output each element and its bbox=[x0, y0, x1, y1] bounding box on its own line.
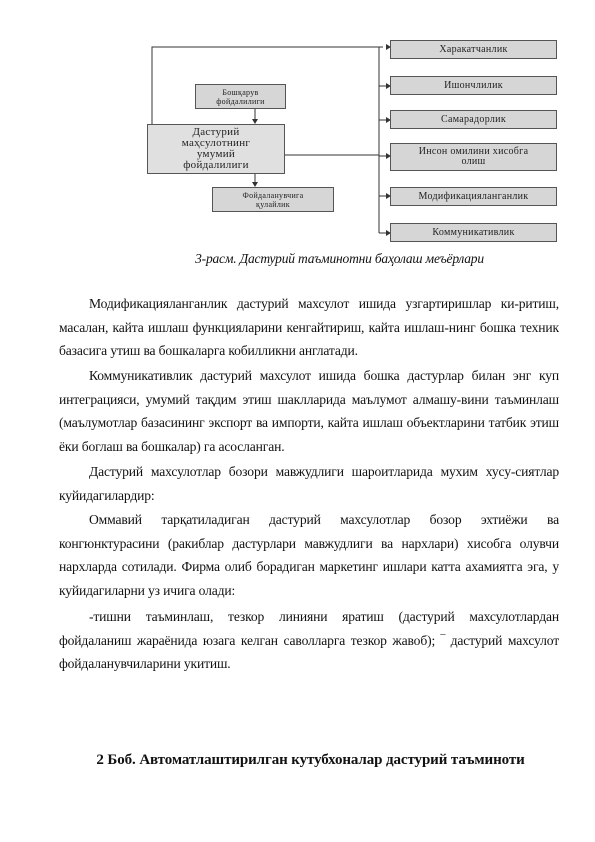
box-mobility-label: Харакатчанлик bbox=[439, 43, 508, 55]
paragraph-support-list: -тишни таъминлаш, тезкор линияни яратиш (дастурий махсулотлардан фойдаланиш жараёнида юзага келган саволларга тезкор жавоб); ‾ дастурий махсулот фойдаланувчиларини укитиш. bbox=[59, 609, 559, 671]
box-communicativeness bbox=[390, 223, 557, 242]
paragraph-mass-distribution: Оммавий тарқатиладиган дастурий махсулотлар бозор эхтиёжи ва конгюнктурасини (ракиблар дастурлари мавжудлиги ва нархлари) хисобга олувчи нархларда сотилади. Фирма олиб борадиган маркетинг ишлари катта ахамиятга эга, у куйидагиларни уз ичига олади: bbox=[59, 512, 559, 598]
box-human-factor-label: Инсон омилини хисобга олиш bbox=[418, 146, 529, 167]
paragraph-market-properties: Дастурий махсулотлар бозори мавжудлиги шароитларида мухим хусу-сиятлар куйидагилардир: bbox=[59, 464, 559, 503]
box-overall-usefulness bbox=[147, 124, 285, 174]
box-reliability-label: Ишончлилик bbox=[444, 79, 503, 91]
box-control-usefulness-label: Бошқарув фойдалилиги bbox=[216, 87, 265, 106]
box-mobility bbox=[390, 40, 557, 59]
evaluation-criteria-diagram bbox=[0, 0, 595, 250]
figure-caption-text: 3-расм. Дастурий таъминотни баҳолаш меъёрлари bbox=[195, 251, 484, 266]
box-efficiency bbox=[390, 110, 557, 129]
box-modifiability-label: Модификацияланганлик bbox=[418, 190, 529, 202]
box-communicativeness-label: Коммуникативлик bbox=[432, 226, 515, 238]
box-human-factor bbox=[390, 143, 557, 171]
box-user-convenience-label: Фойдаланувчига қулайлик bbox=[242, 190, 304, 209]
box-user-convenience bbox=[212, 187, 334, 212]
box-control-usefulness bbox=[195, 84, 286, 109]
chapter-heading bbox=[0, 752, 595, 769]
chapter-heading-text: 2 Боб. Автоматлаштирилган кутубхоналар дастурий таъминоти bbox=[96, 752, 525, 768]
figure-caption bbox=[0, 251, 595, 267]
box-overall-usefulness-label: Дастурий маҳсулотнинг умумий фойдалилиги bbox=[181, 126, 251, 171]
paragraph-modifiability: Модификацияланганлик дастурий махсулот ишида узгартиришлар ки-ритиш, масалан, кайта ишлаш функцияларини кенгайтириш, кайта ишлаш-нинг бошка техник базасига утиш ва бошкаларга кобилликни англатади. bbox=[59, 296, 559, 358]
box-modifiability bbox=[390, 187, 557, 206]
paragraph-communicativeness: Коммуникативлик дастурий махсулот ишида бошка дастурлар билан энг куп интеграцияси, умумий тақдим этиш шаклларида маълумот алмашу-вини таъминлаш (маълумотлар базасининг экспорт ва импорти, кайта ишлаш объектларини татбик этиш ёки боглаш ва бошкалар) га асосланган. bbox=[59, 368, 559, 454]
box-reliability bbox=[390, 76, 557, 95]
box-efficiency-label: Самарадорлик bbox=[440, 113, 506, 125]
